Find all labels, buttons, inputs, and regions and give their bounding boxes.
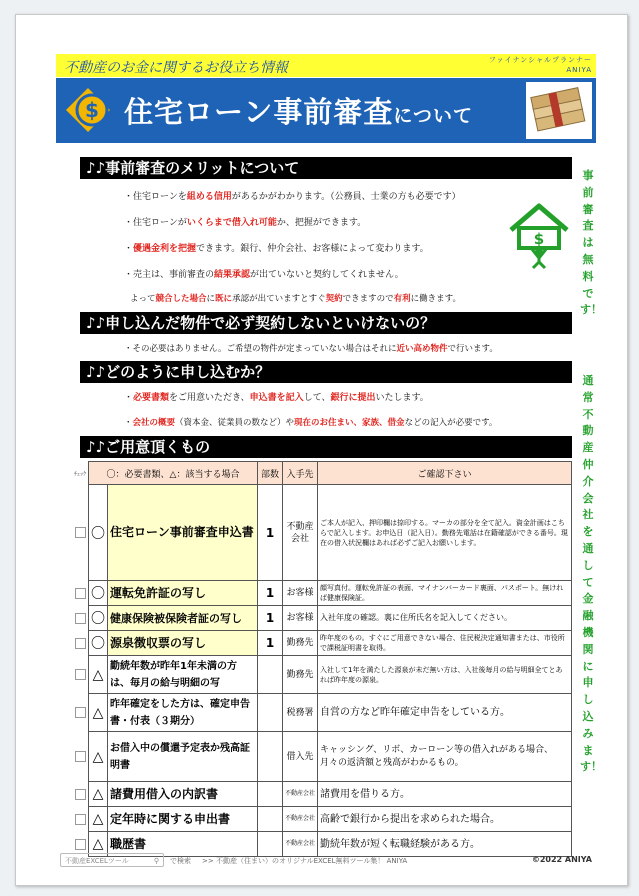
row-source: お客様 [283,606,318,631]
row-qty: 1 [258,485,283,581]
row-document: 職歴書 [108,832,258,857]
row-confirm: ご本人が記入、押印欄は捺印する。マーカの部分を全て記入。資金計画はこちらで記入します。お申込日（記入日）。勤務先電話は在籍確認ができる番号。現在の借入状況欄はあれば必ずご記入お願いします。 [318,485,572,581]
section-documents-title: ♪♪ご用意頂くもの [80,436,572,458]
row-mark: △ [89,732,108,782]
header-source: 入手先 [283,462,318,485]
section-apply-title: ♪♪どのように申し込むか？ [80,361,572,383]
row-confirm: 高齢で銀行から提出を求められた場合。 [318,807,572,832]
side-note-process: 通常不動産仲介会社を通して金融機関に申し込みます！ [580,374,602,774]
author-name: ANIYA [566,66,592,74]
side-note-free: 事前審査は無料です！ [580,169,602,317]
house-money-icon [505,200,573,270]
row-confirm: 昨年度のもの。すぐにご用意できない場合、住民税決定通知書または、市役所で課税証明書を取得。 [318,631,572,656]
row-mark: △ [89,807,108,832]
row-mark: △ [89,656,108,694]
merit-line: ・住宅ローンがいくらまで借入れ可能か、把握ができます。 [124,218,367,228]
row-source: お客様 [283,581,318,606]
section-contract-title: ♪♪申し込んだ物件で必ず契約しないといけないの？ [80,312,572,334]
row-document: 定年時に関する申出書 [108,807,258,832]
table-row [72,581,572,606]
page-title [124,90,473,131]
search-suffix: で検索 [170,857,191,865]
page-title-suffix: について [393,105,474,127]
row-qty: 1 [258,631,283,656]
apply-line: ・会社の概要（資本金、従業員の数など）や現在のお住まい、家族、借金などの記入が必要です。 [124,418,498,428]
apply-line: ・必要書類をご用意いただき、申込書を記入して、銀行に提出いたします。 [124,393,429,403]
documents-table [72,461,572,857]
title-banner [56,78,596,143]
row-confirm: キャッシング、リボ、カーローン等の借入れがある場合、月々の返済額と残高がわかるもの。 [318,732,572,782]
row-qty [258,694,283,732]
merit-line: ・売主は、事前審査の結果承認が出ていないと契約してくれません。 [124,270,404,280]
row-source: 不動産会社 [283,485,318,581]
table-row [72,694,572,732]
row-mark: △ [89,694,108,732]
header-check: ﾁｪｯｸ [72,462,89,485]
table-header-row [72,462,572,485]
footer-link[interactable]: >> 不動産（住まい）のオリジナルEXCEL無料ツール集！ ANIYA [202,857,408,865]
tagline-bar [56,54,596,77]
header-qty: 部数 [258,462,283,485]
table-row [72,782,572,807]
row-document: 健康保険被保険者証の写し [108,606,258,631]
row-source: 不動産会社 [283,807,318,832]
row-checkbox[interactable] [75,751,86,762]
row-qty [258,782,283,807]
table-row [72,631,572,656]
merit-extra-line: よって競合した場合に既に承認が出ていますとすぐ契約できますので有利に働きます。 [130,294,461,304]
row-checkbox[interactable] [75,707,86,718]
row-mark: △ [89,782,108,807]
row-checkbox[interactable] [75,669,86,680]
row-qty [258,732,283,782]
merit-line: ・優遇金利を把握できます。銀行、仲介会社、お客様によって変わります。 [124,244,429,254]
author [489,55,592,75]
table-row [72,485,572,581]
coin-icon [62,84,114,136]
table-row [72,807,572,832]
search-box[interactable]: 不動産EXCELツール ⚲ [60,853,164,867]
author-title: ファイナンシャルプランナー [488,56,592,64]
tagline: 不動産のお金に関するお役立ち情報 [64,60,288,76]
row-source: 税務署 [283,694,318,732]
row-document: 昨年確定をした方は、確定申告書・付表（３期分） [108,694,258,732]
row-confirm: 勤続年数が短く転職経験がある方。 [318,832,572,857]
row-document: 諸費用借入の内訳書 [108,782,258,807]
row-source: 勤務先 [283,631,318,656]
row-checkbox[interactable] [75,613,86,624]
table-row [72,656,572,694]
svg-text:$: $ [85,98,99,122]
row-checkbox[interactable] [75,527,86,538]
search-icon: ⚲ [153,857,159,865]
copyright: ©2022 ANIYA [531,855,592,864]
row-confirm: 諸費用を借りる方。 [318,782,572,807]
row-source: 借入先 [283,732,318,782]
money-stack-icon [526,82,592,139]
row-document: お借入中の償還予定表か残高証明書 [108,732,258,782]
row-document: 源泉徴収票の写し [108,631,258,656]
row-qty [258,807,283,832]
row-document: 勤続年数が昨年1年未満の方は、毎月の給与明細の写 [108,656,258,694]
table-row [72,732,572,782]
row-source: 不動産会社 [283,782,318,807]
row-source: 不動産会社 [283,832,318,857]
row-document: 住宅ローン事前審査申込書 [108,485,258,581]
row-qty [258,656,283,694]
section-merits-title: ♪♪事前審査のメリットについて [80,157,572,179]
row-confirm: 顔写真付。運転免許証の表面、マイナンバーカード裏面、パスポート。無ければ健康保険証。 [318,581,572,606]
row-document: 運転免許証の写し [108,581,258,606]
row-mark: 〇 [89,581,108,606]
table-row [72,606,572,631]
row-source: 勤務先 [283,656,318,694]
row-mark: 〇 [89,631,108,656]
row-mark: △ [89,832,108,857]
contract-note: ・その必要はありません。ご希望の物件が定まっていない場合はそれに近い高め物件で行います。 [124,344,498,354]
row-confirm: 入社して1年を満たした源泉が未だ無い方は、入社後毎月の給与明細全てとあれば昨年度の源泉。 [318,656,572,694]
row-mark: 〇 [89,606,108,631]
header-confirm: ご確認下さい [318,462,572,485]
row-checkbox[interactable] [75,814,86,825]
row-checkbox[interactable] [75,789,86,800]
row-confirm: 自営の方など昨年確定申告をしている方。 [318,694,572,732]
row-checkbox[interactable] [75,588,86,599]
row-checkbox[interactable] [75,839,86,850]
page-title-main: 住宅ローン事前審査 [124,95,394,129]
svg-text:$: $ [533,230,545,248]
row-confirm: 入社年度の確認。裏に住所氏名を記入してください。 [318,606,572,631]
row-mark: 〇 [89,485,108,581]
header-item: 〇：必要書類、△：該当する場合 [89,462,258,485]
merit-line: ・住宅ローンを組める信用があるかがわかります。（公務員、士業の方も必要です） [124,192,461,202]
row-checkbox[interactable] [75,638,86,649]
footer [56,853,596,869]
row-qty: 1 [258,606,283,631]
row-qty: 1 [258,581,283,606]
